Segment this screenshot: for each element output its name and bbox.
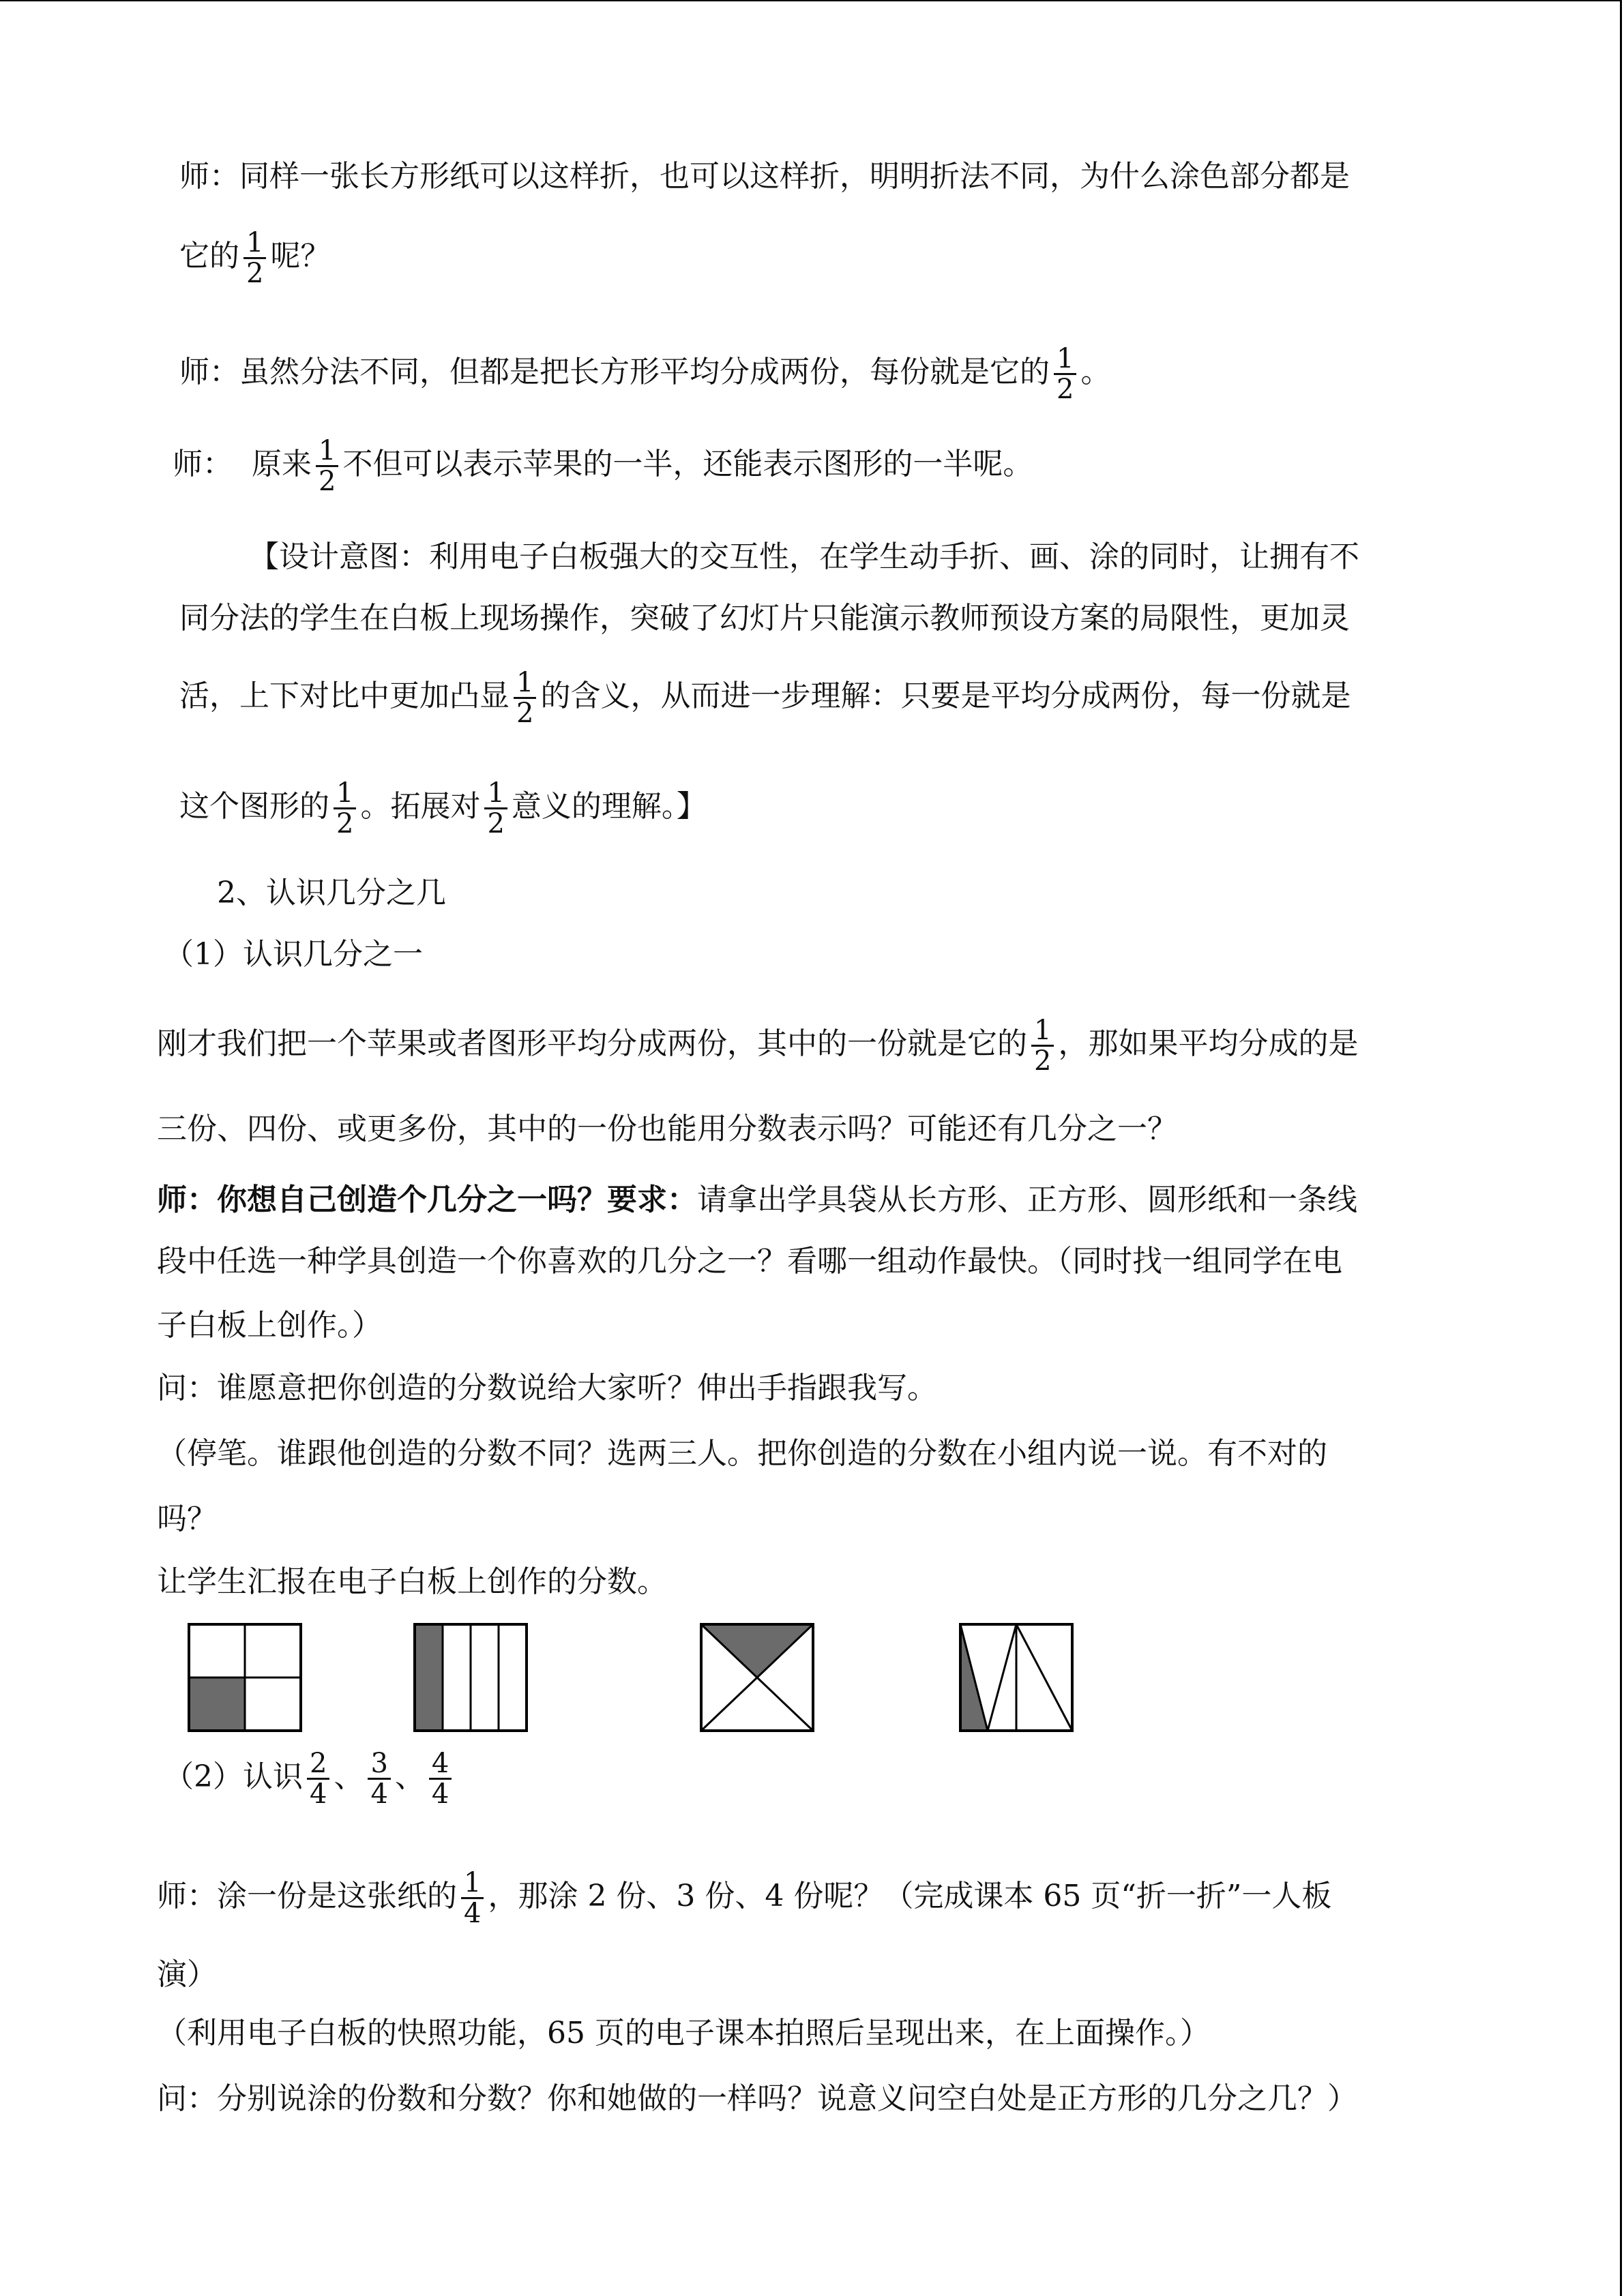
text-line — [157, 1504, 217, 1534]
line-text: 意义的理解。】 — [511, 789, 707, 824]
shaded-triangle — [701, 1624, 813, 1678]
fraction-numerator: 1 — [514, 668, 536, 699]
fraction-denominator: 2 — [487, 808, 505, 839]
text-line — [157, 1182, 1357, 1217]
fraction-denominator: 4 — [310, 1778, 327, 1810]
fraction-denominator: 4 — [464, 1898, 482, 1929]
fraction-numerator: 1 — [461, 1868, 484, 1899]
line-text: 呢？ — [270, 239, 331, 273]
fraction-denominator: 2 — [516, 698, 534, 729]
text-line — [179, 779, 707, 838]
fraction — [484, 779, 507, 838]
line-text: ，那涂 2 份、3 份、4 份呢？（完成课本 65 页“折一折”一人板 — [488, 1879, 1332, 1913]
line-text: 子白板上创作。） — [157, 1308, 382, 1343]
text-line — [157, 1114, 1177, 1144]
line-text: 演） — [157, 1957, 217, 1992]
line-text: （利用电子白板的快照功能，65 页的电子课本拍照后呈现出来，在上面操作。） — [157, 2016, 1210, 2051]
line-text: 、 — [394, 1759, 425, 1794]
fraction-numerator: 1 — [316, 436, 338, 467]
fraction-numerator: 1 — [1054, 344, 1076, 375]
fraction — [1031, 1016, 1054, 1075]
fraction — [461, 1868, 484, 1928]
fraction-denominator: 4 — [370, 1778, 388, 1810]
line-text: ，那如果平均分成的是 — [1058, 1026, 1359, 1061]
line-text: 。拓展对 — [360, 789, 481, 824]
fraction-numerator: 1 — [1031, 1016, 1054, 1047]
line-text: 师：虽然分法不同，但都是把长方形平均分成两份，每份就是它的 — [179, 355, 1050, 389]
text-line — [179, 228, 330, 288]
fraction-numerator: 1 — [334, 779, 356, 809]
text-line — [157, 2081, 1357, 2116]
text-line — [179, 344, 1110, 404]
bold-text: 师：你想自己创造个几分之一吗？要求： — [157, 1182, 697, 1217]
text-line — [179, 668, 1350, 728]
text-line — [249, 539, 1359, 574]
line-text: 同分法的学生在白板上现场操作，突破了幻灯片只能演示教师预设方案的局限性，更加灵 — [179, 601, 1350, 636]
text-line — [157, 2016, 1210, 2051]
text-line — [157, 1308, 382, 1343]
line-text: 2、认识几分之几 — [217, 876, 446, 910]
section-heading — [217, 878, 446, 908]
fraction — [1054, 344, 1076, 404]
fraction — [316, 436, 338, 496]
fraction — [514, 668, 536, 728]
fraction-numerator: 1 — [484, 779, 507, 809]
text-line — [157, 1957, 217, 1992]
shaded-quarter — [189, 1678, 245, 1731]
shaded-strip — [415, 1624, 442, 1731]
line-text: 这个图形的 — [179, 789, 329, 824]
section-subheading — [164, 937, 423, 972]
rectangle-quarter-strip-figure — [413, 1623, 529, 1732]
line-text: 段中任选一种学具创造一个你喜欢的几分之一？看哪一组动作最快。（同时找一组同学在电 — [157, 1244, 1342, 1279]
text-line — [179, 601, 1350, 636]
line-text: 活，上下对比中更加凸显 — [179, 679, 510, 713]
line-text: 。 — [1080, 355, 1111, 389]
line-text: 三份、四份、或更多份，其中的一份也能用分数表示吗？可能还有几分之一？ — [157, 1112, 1177, 1146]
line-text: 它的 — [179, 239, 239, 273]
fraction — [243, 228, 266, 288]
fraction-numerator: 2 — [307, 1749, 329, 1780]
line-text: 吗？ — [157, 1502, 217, 1536]
text-line — [157, 1373, 937, 1403]
line-text: （1）认识几分之一 — [164, 937, 423, 972]
fraction — [429, 1749, 452, 1808]
text-line — [173, 436, 1033, 496]
fraction-denominator: 2 — [336, 808, 354, 839]
square-triangle-fraction-figure — [959, 1623, 1075, 1732]
text-line — [157, 1244, 1342, 1279]
fraction-numerator: 1 — [243, 228, 266, 259]
fraction — [368, 1749, 390, 1808]
square-quarter-figure — [188, 1623, 304, 1732]
text-line — [157, 1564, 667, 1599]
line-text: （停笔。谁跟他创造的分数不同？选两三人。把你创造的分数在小组内说一说。有不对的 — [157, 1436, 1327, 1471]
fraction-denominator: 2 — [1057, 374, 1074, 405]
line-text: 师： 原来 — [173, 447, 312, 481]
line-text: 刚才我们把一个苹果或者图形平均分成两份，其中的一份就是它的 — [157, 1026, 1027, 1061]
text-line — [157, 1868, 1331, 1928]
line-text: 请拿出学具袋从长方形、正方形、圆形纸和一条线 — [697, 1182, 1357, 1217]
fraction — [334, 779, 356, 838]
line-text: 不但可以表示苹果的一半，还能表示图形的一半呢。 — [342, 447, 1033, 481]
line-text: 问：分别说涂的份数和分数？你和她做的一样吗？说意义问空白处是正方形的几分之几？） — [157, 2081, 1357, 2116]
fraction-denominator: 2 — [246, 258, 264, 289]
line-text: （2）认识 — [164, 1759, 303, 1794]
line-text: 的含义，从而进一步理解：只要是平均分成两份，每一份就是 — [540, 679, 1351, 713]
fraction — [307, 1749, 329, 1808]
fraction-numerator: 3 — [368, 1749, 390, 1780]
line-text: 师：同样一张长方形纸可以这样折，也可以这样折，明明折法不同，为什么涂色部分都是 — [179, 159, 1350, 194]
line-text: 【设计意图：利用电子白板强大的交互性，在学生动手折、画、涂的同时，让拥有不 — [249, 539, 1359, 574]
text-line — [179, 159, 1350, 194]
square-diagonal-quarter-figure — [700, 1623, 816, 1732]
section-subheading — [164, 1749, 456, 1808]
line-text: 让学生汇报在电子白板上创作的分数。 — [157, 1564, 667, 1599]
text-line — [157, 1436, 1327, 1471]
line-text: 师：涂一份是这张纸的 — [157, 1879, 457, 1913]
fraction-denominator: 2 — [318, 466, 336, 497]
fraction-denominator: 2 — [1034, 1045, 1052, 1077]
line-text: 问：谁愿意把你创造的分数说给大家听？伸出手指跟我写。 — [157, 1371, 937, 1405]
line-text: 、 — [334, 1759, 364, 1794]
fraction-numerator: 4 — [429, 1749, 452, 1780]
text-line — [157, 1016, 1358, 1075]
fraction-denominator: 4 — [431, 1778, 449, 1810]
